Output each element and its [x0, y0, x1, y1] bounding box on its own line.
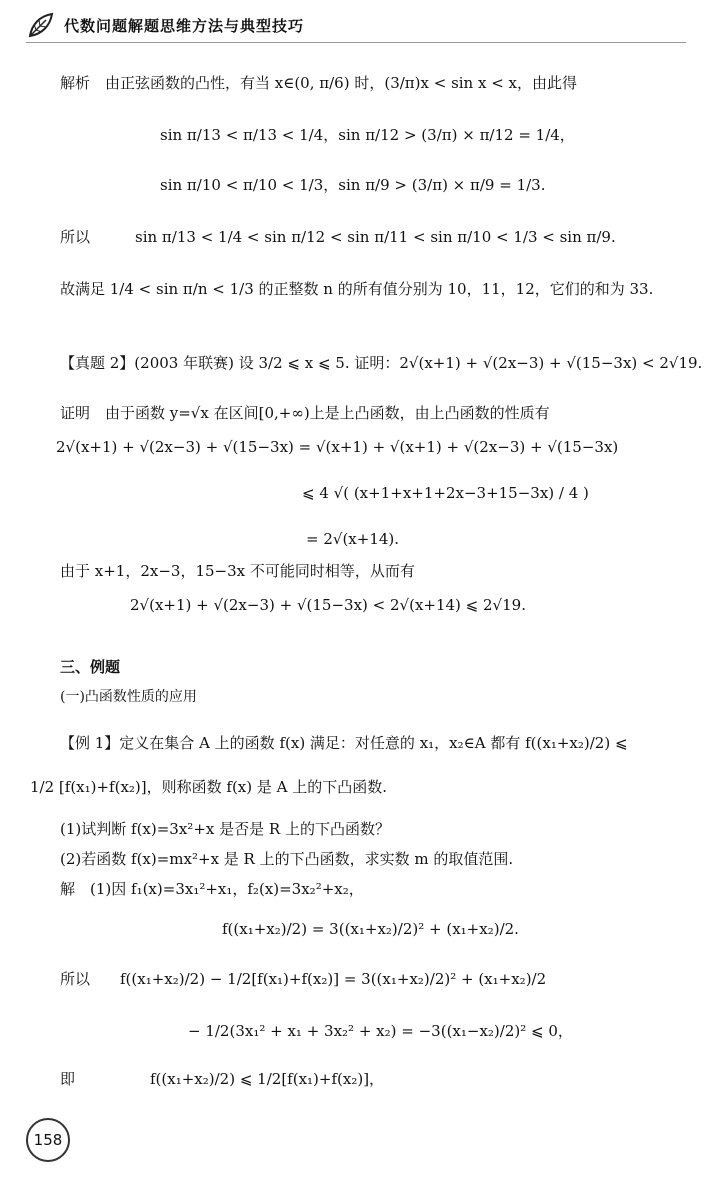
proof-final-inequality: 2√(x+1) + √(2x−3) + √(15−3x) < 2√(x+14) ⩽ 2√19. [130, 596, 526, 614]
book-title: 代数问题解题思维方法与典型技巧 [64, 16, 305, 35]
solution-step-1: 解 (1)因 f₁(x)=3x₁²+x₁，f₂(x)=3x₂²+x₂， [60, 880, 364, 898]
exam-problem-2: 【真题 2】(2003 年联赛) 设 3/2 ⩽ x ⩽ 5. 证明：2√(x+1) + √(2x−3) + √(15−3x) < 2√19. [60, 354, 703, 372]
page-number: 158 [26, 1118, 70, 1162]
example-1-definition: 【例 1】定义在集合 A 上的函数 f(x) 满足：对任意的 x₁，x₂∈A 都有 f((x₁+x₂)/2) ⩽ [60, 734, 628, 752]
example-1-question-1: (1)试判断 f(x)=3x²+x 是否是 R 上的下凸函数？ [60, 820, 390, 838]
solution-equation-2: 所以 f((x₁+x₂)/2) − 1/2[f(x₁)+f(x₂)] = 3((x₁+x₂)/2)² + (x₁+x₂)/2 [60, 970, 547, 988]
solution-analysis-intro: 解析 由正弦函数的凸性，有当 x∈(0, π/6) 时，(3/π)x < sin x < x，由此得 [60, 74, 578, 92]
proof-remark: 由于 x+1，2x−3，15−3x 不可能同时相等，从而有 [60, 562, 415, 580]
solution-equation-3: − 1/2(3x₁² + x₁ + 3x₂² + x₂) = −3((x₁−x₂)/2)² ⩽ 0， [188, 1022, 573, 1040]
inequality-line-2: sin π/10 < π/10 < 1/3，sin π/9 > (3/π) × π/9 = 1/3. [160, 176, 546, 194]
proof-intro: 证明 由于函数 y=√x 在区间[0,+∞)上是上凸函数，由上凸函数的性质有 [60, 404, 550, 422]
header-divider [26, 42, 686, 43]
subsection-heading: (一)凸函数性质的应用 [60, 689, 197, 705]
conclusion-sum: 故满足 1/4 < sin π/n < 1/3 的正整数 n 的所有值分别为 10，11，12，它们的和为 33. [60, 280, 654, 298]
example-1-question-2: (2)若函数 f(x)=mx²+x 是 R 上的下凸函数，求实数 m 的取值范围. [60, 850, 514, 868]
proof-inequality-2: ⩽ 4 √( (x+1+x+1+2x−3+15−3x) / 4 ) [302, 484, 589, 502]
page-header [26, 8, 304, 42]
proof-equation-3: = 2√(x+14). [306, 530, 400, 548]
leaf-logo-icon [26, 10, 56, 40]
inequality-chain: 所以 sin π/13 < 1/4 < sin π/12 < sin π/11 < sin π/10 < 1/3 < sin π/9. [60, 228, 616, 246]
proof-equation-1: 2√(x+1) + √(2x−3) + √(15−3x) = √(x+1) + √(x+1) + √(2x−3) + √(15−3x) [56, 438, 619, 456]
section-heading-examples: 三、例题 [60, 658, 121, 676]
inequality-line-1: sin π/13 < π/13 < 1/4，sin π/12 > (3/π) × π/12 = 1/4， [160, 126, 575, 144]
solution-equation-1: f((x₁+x₂)/2) = 3((x₁+x₂)/2)² + (x₁+x₂)/2. [222, 920, 519, 938]
example-1-definition-cont: 1/2 [f(x₁)+f(x₂)]，则称函数 f(x) 是 A 上的下凸函数. [30, 778, 388, 796]
solution-conclusion: 即 f((x₁+x₂)/2) ⩽ 1/2[f(x₁)+f(x₂)]， [60, 1070, 385, 1088]
